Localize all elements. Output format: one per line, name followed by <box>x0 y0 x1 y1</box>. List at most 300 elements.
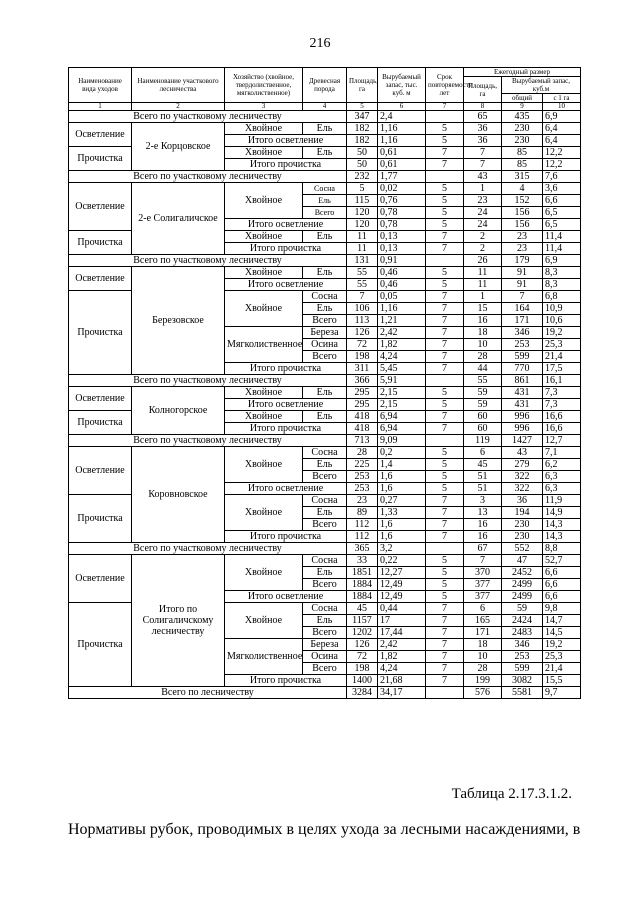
table-row: Ель 225 1,4 5 45 279 6,2 <box>69 459 581 471</box>
table-cell: 33 <box>347 555 378 567</box>
table-cell: 0,22 <box>378 555 426 567</box>
table-cell: 2,42 <box>378 639 426 651</box>
table-cell: 552 <box>502 543 543 555</box>
table-cell: 17 <box>378 615 426 627</box>
table-cell: 59 <box>464 399 502 411</box>
table-cell: 126 <box>347 639 378 651</box>
table-cell: 1427 <box>502 435 543 447</box>
table-row: Итого осветление 253 1,6 5 51 322 6,3 <box>69 483 581 495</box>
table-cell: 11 <box>464 279 502 291</box>
table-cell: 5 <box>426 135 464 147</box>
table-cell: 5 <box>426 471 464 483</box>
table-row: Прочистка Хвойное Ель 50 0,61 7 7 85 12,2 <box>69 147 581 159</box>
table-row: Всего 198 4,24 7 28 599 21,4 <box>69 663 581 675</box>
table-row: Ель 106 1,16 7 15 164 10,9 <box>69 303 581 315</box>
table-cell: 5 <box>426 447 464 459</box>
table-cell: 11 <box>347 231 378 243</box>
table-cell: 60 <box>464 411 502 423</box>
table-row: Итого прочистка 112 1,6 7 16 230 14,3 <box>69 531 581 543</box>
table-cell: 7 <box>426 663 464 675</box>
column-numbers: 1 2 3 4 5 6 7 8 9 10 <box>69 103 581 111</box>
table-cell: 5 <box>426 399 464 411</box>
table-cell: 6,6 <box>543 579 581 591</box>
table-cell: 194 <box>502 507 543 519</box>
table-cell: 91 <box>502 279 543 291</box>
table-cell: 5,45 <box>378 363 426 375</box>
table-row: Всего по участковому лесничеству 347 2,4 65 435 6,9 <box>69 111 581 123</box>
table-cell: 10,9 <box>543 303 581 315</box>
table-cell: 6,9 <box>543 255 581 267</box>
table-cell: 36 <box>464 123 502 135</box>
table-cell: 6,6 <box>543 567 581 579</box>
table-cell: 1157 <box>347 615 378 627</box>
table-cell <box>426 543 464 555</box>
table-cell: 2499 <box>502 591 543 603</box>
table-cell: 0,2 <box>378 447 426 459</box>
table-row: Итого прочистка 418 6,94 7 60 996 16,6 <box>69 423 581 435</box>
table-cell: 4 <box>502 183 543 195</box>
table-cell: 59 <box>502 603 543 615</box>
table-cell: 418 <box>347 411 378 423</box>
table-cell: 25,3 <box>543 651 581 663</box>
table-cell: 55 <box>347 279 378 291</box>
table-cell: 7 <box>426 351 464 363</box>
table-cell: 346 <box>502 327 543 339</box>
table-cell: 1,6 <box>378 519 426 531</box>
table-row: Итого осветление 55 0,46 5 11 91 8,3 <box>69 279 581 291</box>
page-number: 216 <box>309 36 331 51</box>
table-cell: 156 <box>502 207 543 219</box>
table-row: Осветление Березовское Хвойное Ель 55 0,46 5 11 91 8,3 <box>69 267 581 279</box>
table-cell: 5 <box>426 207 464 219</box>
table-cell: 14,9 <box>543 507 581 519</box>
table-cell: 5 <box>426 483 464 495</box>
table-cell: 7 <box>502 291 543 303</box>
table-row: Осина 72 1,82 7 10 253 25,3 <box>69 651 581 663</box>
table-cell: 120 <box>347 207 378 219</box>
header-annual-area: Площадь, га <box>464 77 502 103</box>
table-cell: 16 <box>464 315 502 327</box>
table-cell: 9,8 <box>543 603 581 615</box>
table-cell: 347 <box>347 111 378 123</box>
table-cell: 1,6 <box>378 531 426 543</box>
table-cell <box>426 255 464 267</box>
table-row: Итого осветление 1884 12,49 5 377 2499 6,6 <box>69 591 581 603</box>
table-cell: 2452 <box>502 567 543 579</box>
forest-care-table <box>68 67 581 699</box>
table-cell: 5 <box>426 459 464 471</box>
table-cell: 322 <box>502 471 543 483</box>
table-cell: 2,15 <box>378 387 426 399</box>
table-cell: 10 <box>464 339 502 351</box>
table-cell: 5 <box>426 579 464 591</box>
table-cell: 253 <box>347 483 378 495</box>
table-cell: 6 <box>464 603 502 615</box>
table-row: Осветление Коровновское Хвойное Сосна 28 0,2 5 6 43 7,1 <box>69 447 581 459</box>
table-cell: 6 <box>464 447 502 459</box>
table-cell: 15 <box>464 303 502 315</box>
table-cell: 7 <box>426 231 464 243</box>
table-row: Прочистка Хвойное Сосна 7 0,05 7 1 7 6,8 <box>69 291 581 303</box>
table-cell: 8,3 <box>543 267 581 279</box>
table-cell: 6,4 <box>543 135 581 147</box>
table-cell: 11,4 <box>543 231 581 243</box>
table-cell: 7 <box>426 603 464 615</box>
table-cell: 51 <box>464 483 502 495</box>
table-cell: 12,49 <box>378 591 426 603</box>
table-cell: 2424 <box>502 615 543 627</box>
table-cell: 7 <box>426 159 464 171</box>
header-per-ha: с 1 га <box>543 94 581 103</box>
table-row: Осветление 2-е Корцовское Хвойное Ель 182 1,16 5 36 230 6,4 <box>69 123 581 135</box>
table-cell: 0,05 <box>378 291 426 303</box>
table-cell: 2,15 <box>378 399 426 411</box>
table-cell <box>426 171 464 183</box>
table-cell: 12,27 <box>378 567 426 579</box>
table-cell: 0,13 <box>378 231 426 243</box>
table-cell: 1,6 <box>378 471 426 483</box>
table-cell: 6,94 <box>378 423 426 435</box>
table-cell: 179 <box>502 255 543 267</box>
table-cell: 164 <box>502 303 543 315</box>
table-cell: 1,16 <box>378 123 426 135</box>
table-cell: 1,16 <box>378 135 426 147</box>
table-cell: 7 <box>426 627 464 639</box>
table-cell: 12,49 <box>378 579 426 591</box>
table-cell: 2483 <box>502 627 543 639</box>
table-cell: 21,4 <box>543 663 581 675</box>
table-cell: 0,02 <box>378 183 426 195</box>
table-cell: 7,3 <box>543 399 581 411</box>
table-cell: 16,6 <box>543 423 581 435</box>
table-cell: 182 <box>347 123 378 135</box>
table-cell: 45 <box>464 459 502 471</box>
header-economy: Хозяйство (хвойное, твердолиственное, мягколиственное) <box>225 68 303 103</box>
table-cell: 47 <box>502 555 543 567</box>
table-cell: 253 <box>502 651 543 663</box>
table-cell: 7 <box>426 675 464 687</box>
header-volume: Вырубаемый запас, тыс. куб. м <box>378 68 426 103</box>
table-row: Всего по участковому лесничеству 713 9,09 119 1427 12,7 <box>69 435 581 447</box>
table-cell: 0,91 <box>378 255 426 267</box>
table-cell: 7 <box>426 327 464 339</box>
table-cell: 5 <box>347 183 378 195</box>
table-cell: 2499 <box>502 579 543 591</box>
table-cell: 418 <box>347 423 378 435</box>
table-cell: 2,42 <box>378 327 426 339</box>
table-row: Всего 120 0,78 5 24 156 6,5 <box>69 207 581 219</box>
table-cell: 85 <box>502 147 543 159</box>
header-district: Наименование участкового лесничества <box>132 68 225 103</box>
table-row: Всего 253 1,6 5 51 322 6,3 <box>69 471 581 483</box>
table-row: Ель 1851 12,27 5 370 2452 6,6 <box>69 567 581 579</box>
table-cell: 7 <box>426 243 464 255</box>
table-cell: 55 <box>347 267 378 279</box>
table-row: Прочистка Хвойное Сосна 23 0,27 7 3 36 11,9 <box>69 495 581 507</box>
table-cell: 21,68 <box>378 675 426 687</box>
table-cell: 171 <box>502 315 543 327</box>
table-cell: 7,3 <box>543 387 581 399</box>
table-cell: 72 <box>347 339 378 351</box>
table-row: Итого прочистка 50 0,61 7 7 85 12,2 <box>69 159 581 171</box>
table-cell: 7 <box>426 303 464 315</box>
table-cell: 28 <box>464 351 502 363</box>
table-row: Осветление Итого по Солигаличскому лесничеству Хвойное Сосна 33 0,22 5 7 47 52,7 <box>69 555 581 567</box>
table-cell: 24 <box>464 207 502 219</box>
table-row: Всего 112 1,6 7 16 230 14,3 <box>69 519 581 531</box>
table-cell: 171 <box>464 627 502 639</box>
table-cell: 5,91 <box>378 375 426 387</box>
table-cell: 34,17 <box>378 687 426 699</box>
table-cell: 45 <box>347 603 378 615</box>
table-cell: 112 <box>347 531 378 543</box>
table-cell: 7 <box>426 495 464 507</box>
table-cell: 152 <box>502 195 543 207</box>
table-cell: 199 <box>464 675 502 687</box>
table-cell: 65 <box>464 111 502 123</box>
table-cell: 370 <box>464 567 502 579</box>
table-cell <box>426 375 464 387</box>
table-cell: 346 <box>502 639 543 651</box>
table-cell: 11 <box>347 243 378 255</box>
table-cell: 18 <box>464 639 502 651</box>
table-cell: 12,7 <box>543 435 581 447</box>
table-cell: 435 <box>502 111 543 123</box>
table-cell: 4,24 <box>378 351 426 363</box>
table-cell: 0,44 <box>378 603 426 615</box>
table-cell: 14,5 <box>543 627 581 639</box>
table-cell: 1,4 <box>378 459 426 471</box>
table-row: Всего 1884 12,49 5 377 2499 6,6 <box>69 579 581 591</box>
table-cell: 15,5 <box>543 675 581 687</box>
table-cell: 322 <box>502 483 543 495</box>
table-cell: 1,33 <box>378 507 426 519</box>
table-cell: 230 <box>502 123 543 135</box>
table-cell: 119 <box>464 435 502 447</box>
table-cell: 5 <box>426 219 464 231</box>
table-cell: 7,6 <box>543 171 581 183</box>
table-row: Мягколиственное Береза 126 2,42 7 18 346 19,2 <box>69 639 581 651</box>
table-cell: 5 <box>426 267 464 279</box>
table-row: Ель 1157 17 7 165 2424 14,7 <box>69 615 581 627</box>
table-cell: 19,2 <box>543 327 581 339</box>
table-cell: 165 <box>464 615 502 627</box>
table-cell: 72 <box>347 651 378 663</box>
table-cell: 50 <box>347 147 378 159</box>
table-cell: 1202 <box>347 627 378 639</box>
table-row: Ель 89 1,33 7 13 194 14,9 <box>69 507 581 519</box>
table-cell: 12,2 <box>543 159 581 171</box>
table-cell: 23 <box>502 231 543 243</box>
table-cell: 198 <box>347 351 378 363</box>
table-row: Всего по участковому лесничеству 131 0,91 26 179 6,9 <box>69 255 581 267</box>
table-cell: 7 <box>426 615 464 627</box>
table-row: Осветление Колногорское Хвойное Ель 295 2,15 5 59 431 7,3 <box>69 387 581 399</box>
table-cell <box>426 111 464 123</box>
table-cell: 6,6 <box>543 195 581 207</box>
table-cell: 36 <box>502 495 543 507</box>
table-cell: 1400 <box>347 675 378 687</box>
table-cell: 6,3 <box>543 471 581 483</box>
table-cell: 9,09 <box>378 435 426 447</box>
table-cell: 0,27 <box>378 495 426 507</box>
table-cell: 16,6 <box>543 411 581 423</box>
table-cell: 7 <box>426 411 464 423</box>
header-repeat: Срок повторяемости лет <box>426 68 464 103</box>
table-row: Итого прочистка 11 0,13 7 2 23 11,4 <box>69 243 581 255</box>
table-cell: 7 <box>426 531 464 543</box>
table-cell: 1,77 <box>378 171 426 183</box>
table-cell: 295 <box>347 387 378 399</box>
table-cell: 5581 <box>502 687 543 699</box>
table-cell: 7 <box>426 519 464 531</box>
table-row: Прочистка Хвойное Ель 418 6,94 7 60 996 16,6 <box>69 411 581 423</box>
table-cell: 7 <box>426 315 464 327</box>
table-cell: 60 <box>464 423 502 435</box>
table-cell: 182 <box>347 135 378 147</box>
table-cell: 5 <box>426 123 464 135</box>
table-cell: 156 <box>502 219 543 231</box>
table-cell: 1851 <box>347 567 378 579</box>
table-row: Всего по участковому лесничеству 366 5,91 55 861 16,1 <box>69 375 581 387</box>
table-cell: 7 <box>426 507 464 519</box>
table-cell: 3 <box>464 495 502 507</box>
table-cell: 431 <box>502 399 543 411</box>
table-cell: 315 <box>502 171 543 183</box>
table-cell: 16,1 <box>543 375 581 387</box>
table-cell: 85 <box>502 159 543 171</box>
table-cell: 1,21 <box>378 315 426 327</box>
table-cell: 713 <box>347 435 378 447</box>
table-cell: 120 <box>347 219 378 231</box>
table-row: Всего по лесничеству 3284 34,17 576 5581 9,7 <box>69 687 581 699</box>
table-cell: 25,3 <box>543 339 581 351</box>
table-row: Всего 1202 17,44 7 171 2483 14,5 <box>69 627 581 639</box>
table-cell: 4,24 <box>378 663 426 675</box>
table-row: Итого прочистка 311 5,45 7 44 770 17,5 <box>69 363 581 375</box>
table-cell: 1,6 <box>378 483 426 495</box>
table-cell: 13 <box>464 507 502 519</box>
table-cell: 106 <box>347 303 378 315</box>
table-cell: 7 <box>426 339 464 351</box>
table-cell: 2 <box>464 231 502 243</box>
table-cell: 7 <box>464 159 502 171</box>
table-cell: 43 <box>502 447 543 459</box>
table-cell: 11 <box>464 267 502 279</box>
table-cell: 59 <box>464 387 502 399</box>
table-cell: 996 <box>502 423 543 435</box>
table-cell: 3082 <box>502 675 543 687</box>
table-cell: 2,4 <box>378 111 426 123</box>
table-cell: 232 <box>347 171 378 183</box>
table-cell: 366 <box>347 375 378 387</box>
table-cell: 26 <box>464 255 502 267</box>
table-cell: 7 <box>426 147 464 159</box>
table-cell: 599 <box>502 351 543 363</box>
table-cell: 5 <box>426 555 464 567</box>
table-row: Итого осветление 182 1,16 5 36 230 6,4 <box>69 135 581 147</box>
table-cell: 23 <box>347 495 378 507</box>
table-cell: 365 <box>347 543 378 555</box>
table-cell: 0,61 <box>378 147 426 159</box>
table-cell: 3,2 <box>378 543 426 555</box>
table-header <box>69 68 581 77</box>
table-cell: 89 <box>347 507 378 519</box>
table-cell: 8,8 <box>543 543 581 555</box>
table-cell: 52,7 <box>543 555 581 567</box>
table-cell: 576 <box>464 687 502 699</box>
table-cell: 16 <box>464 519 502 531</box>
table-cell: 225 <box>347 459 378 471</box>
table-cell: 1,82 <box>378 651 426 663</box>
table-cell: 0,78 <box>378 207 426 219</box>
table-cell: 36 <box>464 135 502 147</box>
table-cell: 2 <box>464 243 502 255</box>
table-row: Всего по участковому лесничеству 365 3,2 67 552 8,8 <box>69 543 581 555</box>
header-care-type: Наименование вида уходов <box>69 68 132 103</box>
table-cell: 1884 <box>347 591 378 603</box>
table-cell: 279 <box>502 459 543 471</box>
table-cell: 311 <box>347 363 378 375</box>
table-cell: 50 <box>347 159 378 171</box>
table-cell: 230 <box>502 531 543 543</box>
table-cell: 7 <box>426 639 464 651</box>
table-cell: 1 <box>464 291 502 303</box>
table-cell: 18 <box>464 327 502 339</box>
table-cell: 6,5 <box>543 219 581 231</box>
table-cell: 377 <box>464 591 502 603</box>
table-cell: 0,13 <box>378 243 426 255</box>
table-row: Осветление 2-е Солигаличское Хвойное Сосна 5 0,02 5 1 4 3,6 <box>69 183 581 195</box>
table-cell: 5 <box>426 387 464 399</box>
table-caption: Таблица 2.17.3.1.2. <box>451 786 572 802</box>
table-cell: 7 <box>426 363 464 375</box>
table-cell: 6,94 <box>378 411 426 423</box>
table-cell: 5 <box>426 279 464 291</box>
table-cell: 3,6 <box>543 183 581 195</box>
table-cell: 7,1 <box>543 447 581 459</box>
table-cell: 861 <box>502 375 543 387</box>
table-cell: 43 <box>464 171 502 183</box>
table-row: Мягколиственное Береза 126 2,42 7 18 346 19,2 <box>69 327 581 339</box>
table-cell: 6,2 <box>543 459 581 471</box>
table-cell: 126 <box>347 327 378 339</box>
table-cell: 1884 <box>347 579 378 591</box>
table-cell: 5 <box>426 183 464 195</box>
table-cell: 91 <box>502 267 543 279</box>
table-row: Осина 72 1,82 7 10 253 25,3 <box>69 339 581 351</box>
table-cell: 131 <box>347 255 378 267</box>
table-row: Прочистка Хвойное Сосна 45 0,44 7 6 59 9,8 <box>69 603 581 615</box>
table-cell: 112 <box>347 519 378 531</box>
table-cell: 1,16 <box>378 303 426 315</box>
table-cell: 6,4 <box>543 123 581 135</box>
table-cell: 9,7 <box>543 687 581 699</box>
header-total: общий <box>502 94 543 103</box>
table-cell: 14,3 <box>543 531 581 543</box>
header-area: Площадь, га <box>347 68 378 103</box>
table-cell: 14,3 <box>543 519 581 531</box>
table-cell: 7 <box>347 291 378 303</box>
table-cell: 10 <box>464 651 502 663</box>
table-cell: 230 <box>502 135 543 147</box>
table-cell: 16 <box>464 531 502 543</box>
table-cell <box>426 435 464 447</box>
table-cell: 67 <box>464 543 502 555</box>
table-cell: 377 <box>464 579 502 591</box>
table-cell: 44 <box>464 363 502 375</box>
table-cell: 295 <box>347 399 378 411</box>
